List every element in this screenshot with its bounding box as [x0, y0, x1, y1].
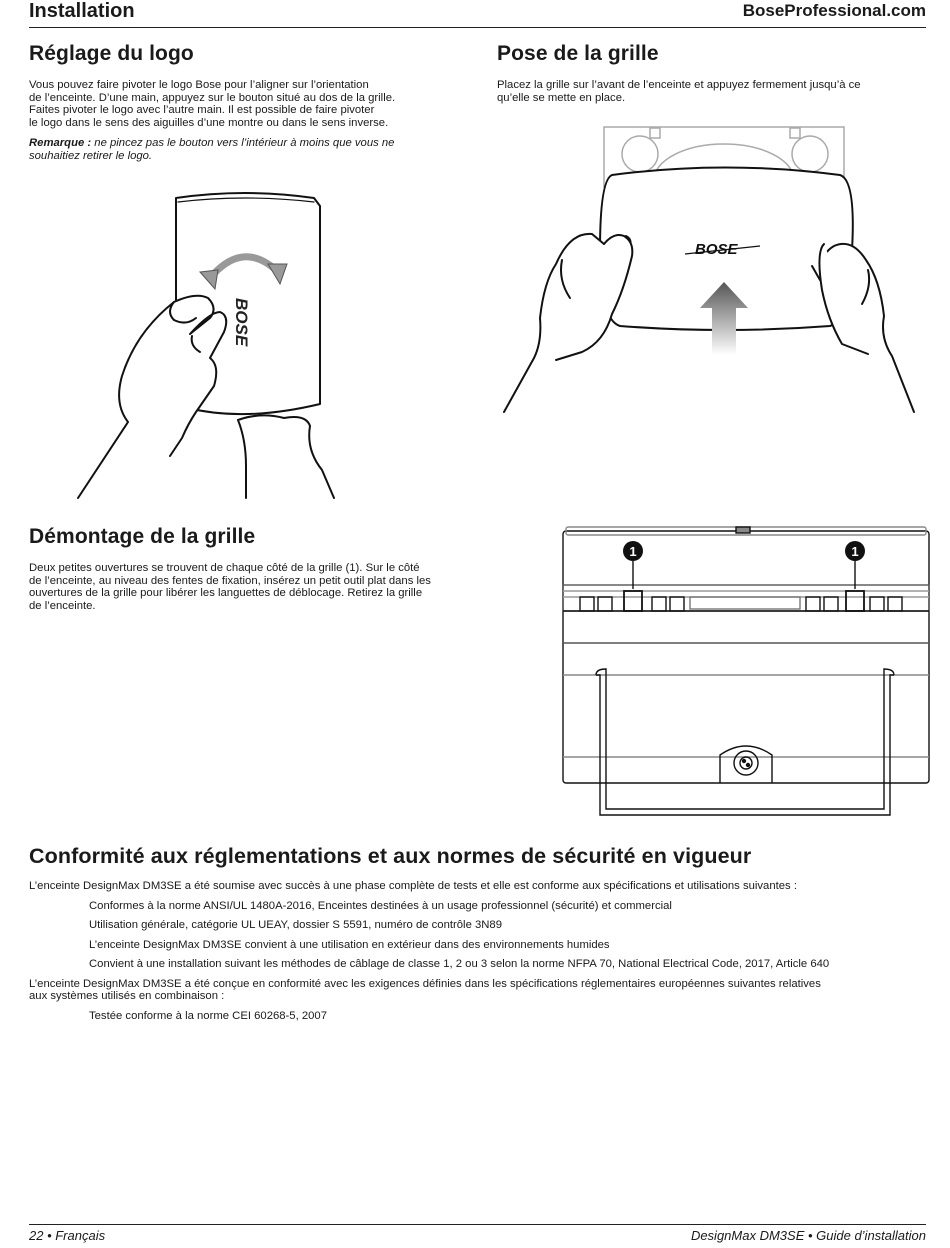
compliance-eu-item: Testée conforme à la norme CEI 60268-5, 2007: [89, 1009, 328, 1022]
note-line: souhaitiez retirer le logo.: [29, 149, 153, 162]
section-title: Installation: [29, 0, 135, 22]
footer-document-title: DesignMax DM3SE • Guide d’installation: [690, 1228, 926, 1243]
body-line: Placez la grille sur l’avant de l’enceinte et appuyez fermement jusqu’à ce: [497, 79, 861, 91]
callout-marker-right: [845, 541, 865, 561]
grille-install-illustration: [500, 120, 920, 420]
logo-adjust-body: [29, 79, 469, 162]
body-line: de l’enceinte. D’une main, appuyez sur le bouton situé au dos de la grille.: [29, 91, 396, 104]
body-line: Faites pivoter le logo avec l’autre main. Il est possible de faire pivoter: [29, 104, 375, 117]
body-line: de l’enceinte.: [29, 600, 96, 613]
header-rule: [29, 27, 926, 28]
compliance-item: L’enceinte DesignMax DM3SE convient à une utilisation en extérieur dans des environnements humides: [89, 938, 610, 951]
compliance-body: [29, 880, 929, 1022]
logo-rotation-illustration: [70, 190, 350, 500]
callout-number: 1: [851, 544, 859, 559]
compliance-item: Convient à une installation suivant les méthodes de câblage de classe 1, 2 ou 3 selon la norme NFPA 70, National Electrical Code, 2017, Article 640: [89, 958, 830, 970]
compliance-eu-line: aux systèmes utilisés en combinaison :: [29, 990, 225, 1002]
grille-removal-heading: Démontage de la grille: [29, 525, 256, 548]
bose-logo: BOSE: [232, 298, 251, 347]
note-text: [29, 137, 469, 150]
grille-install-body: [497, 79, 927, 104]
body-line: qu’elle se mette en place.: [497, 91, 626, 104]
body-line: ouvertures de la grille pour libérer les languettes de déblocage. Retirez la grille: [29, 587, 423, 600]
note-label: Remarque :: [29, 136, 92, 149]
website-link[interactable]: BoseProfessional.com: [742, 1, 926, 20]
compliance-intro: L’enceinte DesignMax DM3SE a été soumise avec succès à une phase complète de tests et elle est conforme aux spécifications et utilisations suivantes :: [29, 880, 797, 892]
compliance-item: Utilisation générale, catégorie UL UEAY, dossier S 5591, numéro de contrôle 3N89: [89, 919, 502, 931]
footer-rule: [29, 1224, 926, 1225]
body-line: de l’enceinte, au niveau des fentes de fixation, insérez un petit outil plat dans les: [29, 574, 431, 587]
body-line: Vous pouvez faire pivoter le logo Bose pour l’aligner sur l’orientation: [29, 79, 369, 91]
body-line: le logo dans le sens des aiguilles d’une montre ou dans le sens inverse.: [29, 117, 389, 130]
logo-adjust-heading: Réglage du logo: [29, 42, 194, 65]
grille-install-heading: Pose de la grille: [497, 42, 659, 65]
grille-removal-illustration: [560, 525, 932, 817]
callout-number: 1: [629, 544, 637, 559]
compliance-item: Conformes à la norme ANSI/UL 1480A-2016, Enceintes destinées à un usage professionnel (sécurité) et commercial: [89, 899, 672, 912]
grille-removal-body: [29, 562, 499, 613]
note-line: ne pincez pas le bouton vers l’intérieur à moins que vous ne: [91, 136, 395, 149]
callout-marker-left: [623, 541, 643, 561]
compliance-eu-line: L’enceinte DesignMax DM3SE a été conçue en conformité avec les exigences définies dans les spécifications réglementaires européennes suivantes relatives: [29, 977, 821, 990]
compliance-heading: Conformité aux réglementations et aux normes de sécurité en vigueur: [29, 844, 752, 868]
footer-page-language: 22 • Français: [29, 1228, 106, 1243]
body-line: Deux petites ouvertures se trouvent de chaque côté de la grille (1). Sur le côté: [29, 562, 420, 574]
bose-logo: BOSE: [695, 241, 738, 258]
